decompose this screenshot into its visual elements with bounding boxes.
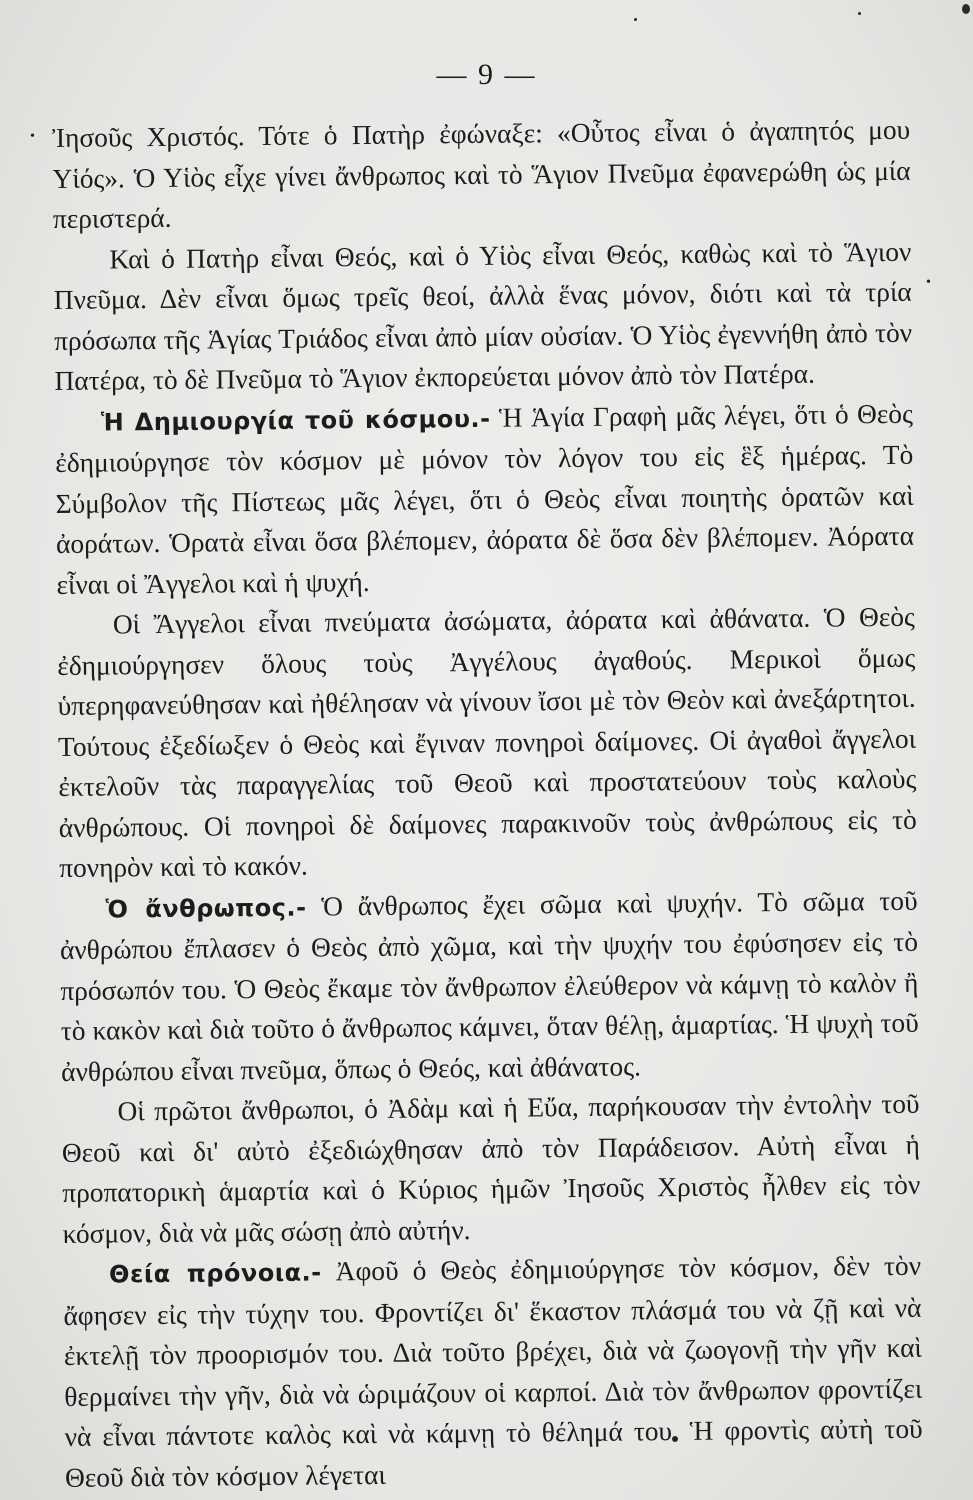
margin-bullet-mark: • xyxy=(926,275,931,290)
paragraph-text: Ἡ Ἁγία Γραφὴ μᾶς λέγει, ὅτι ὁ Θεὸς ἐδημιούργησε τὸν κόσμον μὲ μόνον τὸν λόγον του εἰς ἓξ ἡμέρας. Τὸ Σύμβολον τῆς Πίστεως μᾶς λέγει, ὅτι ὁ Θεὸς εἶναι ποιητὴς ὁρατῶν καὶ ἀοράτων. Ὁρατὰ εἶναι ὅσα βλέπομεν, ἀόρατα δὲ ὅσα δὲν βλέπομεν. Ἀόρατα εἶναι οἱ Ἄγγελοι καὶ ἡ ψυχή. xyxy=(55,398,915,600)
body-text xyxy=(52,110,923,1498)
paragraph: Οἱ Ἄγγελοι εἶναι πνεύματα ἀσώματα, ἀόρατα καὶ ἀθάνατα. Ὁ Θεὸς ἐδημιούργησεν ὅλους τοὺς Ἀγγέλους ἀγαθούς. Μερικοὶ ὅμως ὑπερηφανεύθησαν καὶ ἠθέλησαν νὰ γίνουν ἴσοι μὲ τὸν Θεὸν καὶ ἀνεξάρτητοι. Τούτους ἐξεδίωξεν ὁ Θεὸς καὶ ἔγιναν πονηροὶ δαίμονες. Οἱ ἀγαθοὶ ἄγγελοι ἐκτελοῦν τὰς παραγγελίας τοῦ Θεοῦ καὶ προστατεύουν τοὺς καλοὺς ἀνθρώπους. Οἱ πονηροὶ δὲ δαίμονες παρακινοῦν τοὺς ἀνθρώπους εἰς τὸ πονηρὸν καὶ τὸ κακόν. xyxy=(57,601,917,883)
paragraph xyxy=(59,880,919,1092)
paragraph xyxy=(63,1246,923,1498)
paragraph-text: Ἀφοῦ ὁ Θεὸς ἐδημιούργησε τὸν κόσμον, δὲν τὸν ἄφησεν εἰς τὴν τύχην του. Φροντίζει δι' ἕκαστον πλάσμά του νὰ ζῇ καὶ νὰ ἐκτελῇ τὸν προορισμόν του. Διὰ τοῦτο βρέχει, διὰ νὰ ζωογονῇ τὴν γῆν καὶ θερμαίνει τὴν γῆν, διὰ νὰ ὡριμάζουν οἱ καρποί. Διὰ τὸν ἄνθρωπον φροντίζει νὰ εἶναι πάντοτε καλὸς καὶ νὰ κάμνῃ τὸ θέλημά του. Ἡ φροντὶς αὐτὴ τοῦ Θεοῦ διὰ τὸν κόσμον λέγεται xyxy=(63,1250,923,1493)
ink-speck xyxy=(858,12,861,15)
section-heading: Ὁ ἄνθρωπος.- xyxy=(105,893,307,924)
section-heading: Θεία πρόνοια.- xyxy=(108,1258,322,1289)
ink-speck xyxy=(962,4,970,14)
margin-bullet-mark: • xyxy=(30,129,35,144)
paragraph: Καὶ ὁ Πατὴρ εἶναι Θεός, καὶ ὁ Υἱὸς εἶναι Θεός, καθὼς καὶ τὸ Ἅγιον Πνεῦμα. Δὲν εἶναι ὅμως τρεῖς θεοί, ἀλλὰ ἕνας μόνον, διότι καὶ τὰ τρία πρόσωπα τῆς Ἁγίας Τριάδος εἶναι ἀπὸ μίαν οὐσίαν. Ὁ Υἱὸς ἐγεννήθη ἀπὸ τὸν Πατέρα, τὸ δὲ Πνεῦμα τὸ Ἅγιον ἐκπορεύεται μόνον ἀπὸ τὸν Πατέρα. xyxy=(53,236,913,396)
ink-speck xyxy=(634,18,637,21)
paragraph-text: Ὁ ἄνθρωπος ἔχει σῶμα καὶ ψυχήν. Τὸ σῶμα τοῦ ἀνθρώπου ἔπλασεν ὁ Θεὸς ἀπὸ χῶμα, καὶ τὴν ψυχήν του ἐφύσησεν εἰς τὸ πρόσωπόν του. Ὁ Θεὸς ἔκαμε τὸν ἄνθρωπον ἐλεύθερον νὰ κάμνῃ τὸ καλὸν ἢ τὸ κακὸν καὶ διὰ τοῦτο ὁ ἄνθρωπος κάμνει, ὅταν θέλῃ, ἁμαρτίας. Ἡ ψυχὴ τοῦ ἀνθρώπου εἶναι πνεῦμα, ὅπως ὁ Θεός, καὶ ἀθάνατος. xyxy=(59,885,919,1087)
paragraph xyxy=(55,393,915,605)
paragraph: Ἰησοῦς Χριστός. Τότε ὁ Πατὴρ ἐφώναξε: «Οὗτος εἶναι ὁ ἀγαπητός μου Υἱός». Ὁ Υἱὸς εἶχε γίνει ἄνθρωπος καὶ τὸ Ἅγιον Πνεῦμα ἐφανερώθη ὡς μία περιστερά. xyxy=(52,114,911,234)
paragraph: Οἱ πρῶτοι ἄνθρωποι, ὁ Ἀδὰμ καὶ ἡ Εὔα, παρήκουσαν τὴν ἐντολὴν τοῦ Θεοῦ καὶ δι' αὐτὸ ἐξεδιώχθησαν ἀπὸ τὸν Παράδεισον. Αὐτὴ εἶναι ἡ προπατορικὴ ἁμαρτία καὶ ὁ Κύριος ἡμῶν Ἰησοῦς Χριστὸς ἦλθεν εἰς τὸν κόσμον, διὰ νὰ μᾶς σώσῃ ἀπὸ αὐτήν. xyxy=(61,1088,921,1249)
section-heading: Ἡ Δημιουργία τοῦ κόσμου.- xyxy=(100,404,491,437)
page-number: — 9 — xyxy=(436,58,537,91)
